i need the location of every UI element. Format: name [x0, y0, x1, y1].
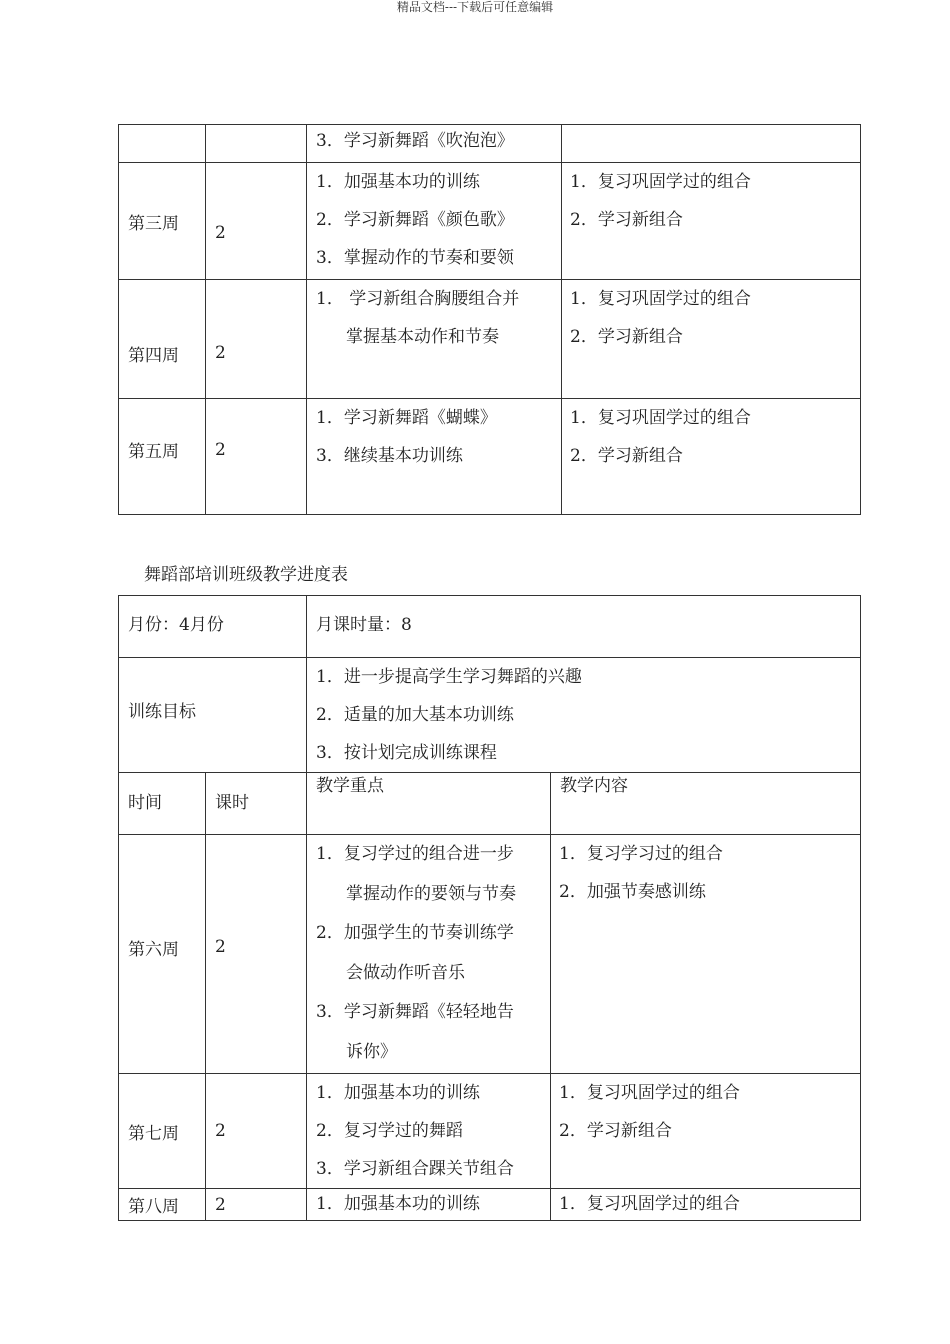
focus-line: 1．加强基本功的训练 — [316, 1083, 480, 1103]
focus-line: 1．学习新舞蹈《蝴蝶》 — [316, 408, 497, 428]
schedule-table-2 — [118, 595, 861, 1221]
focus-cell — [307, 280, 562, 399]
content-cell — [562, 280, 861, 399]
hours-cell: 2 — [206, 1074, 307, 1189]
content-cell — [562, 125, 861, 163]
week-cell: 第六周 — [119, 835, 206, 1074]
content-line: 1．复习学习过的组合 — [559, 844, 723, 864]
focus-cell — [307, 1074, 551, 1189]
focus-line: 2．加强学生的节奏训练学 — [316, 923, 514, 943]
page-header: 精品文档---下载后可任意编辑 — [396, 0, 554, 14]
focus-cell — [307, 125, 562, 163]
focus-line: 1．加强基本功的训练 — [316, 172, 480, 192]
hours-cell: 2 — [206, 399, 307, 515]
focus-line: 掌握动作的要领与节奏 — [346, 883, 517, 904]
table-row — [119, 1074, 861, 1189]
focus-line: 3．继续基本功训练 — [316, 446, 463, 466]
focus-line: 3．掌握动作的节奏和要领 — [316, 248, 514, 268]
focus-line: 1．加强基本功的训练 — [316, 1194, 480, 1214]
header-time: 时间 — [119, 773, 206, 835]
content-line: 2．学习新组合 — [570, 446, 683, 466]
focus-line: 2．复习学过的舞蹈 — [316, 1121, 463, 1141]
header-hours: 课时 — [206, 773, 307, 835]
content-line: 1．复习巩固学过的组合 — [559, 1194, 740, 1214]
week-cell: 第五周 — [119, 399, 206, 515]
hours-cell: 2 — [206, 163, 307, 280]
content-line: 2．学习新组合 — [570, 327, 683, 347]
hours-cell: 2 — [206, 280, 307, 399]
content-line: 1．复习巩固学过的组合 — [559, 1083, 740, 1103]
content-cell — [562, 163, 861, 280]
goal-line: 1．进一步提高学生学习舞蹈的兴趣 — [316, 667, 582, 687]
week-cell — [119, 125, 206, 163]
hours-cell — [206, 125, 307, 163]
focus-cell — [307, 163, 562, 280]
content-cell — [562, 399, 861, 515]
week-cell: 第七周 — [119, 1074, 206, 1189]
table-row — [119, 280, 861, 399]
table-row — [119, 596, 861, 658]
header-content: 教学内容 — [551, 773, 861, 835]
content-cell — [551, 1074, 861, 1189]
focus-line: 3．学习新组合踝关节组合 — [316, 1159, 514, 1179]
goal-label-cell: 训练目标 — [119, 658, 307, 773]
focus-line: 1． 学习新组合胸腰组合并 — [316, 289, 520, 309]
hours-cell: 2 — [206, 1189, 307, 1221]
focus-line: 3．学习新舞蹈《吹泡泡》 — [316, 131, 514, 151]
header-focus: 教学重点 — [307, 773, 551, 835]
table-row — [119, 658, 861, 773]
focus-line: 掌握基本动作和节奏 — [346, 327, 499, 347]
content-cell — [551, 835, 861, 1074]
focus-line: 3．学习新舞蹈《轻轻地告 — [316, 1002, 514, 1022]
week-cell: 第四周 — [119, 280, 206, 399]
table-caption: 舞蹈部培训班级教学进度表 — [144, 565, 348, 585]
table-row — [119, 835, 861, 1074]
table-row — [119, 1189, 861, 1221]
content-line: 2．学习新组合 — [570, 210, 683, 230]
table-row — [119, 163, 861, 280]
content-line: 1．复习巩固学过的组合 — [570, 289, 751, 309]
table-row — [119, 399, 861, 515]
goals-cell — [307, 658, 861, 773]
focus-line: 会做动作听音乐 — [346, 962, 466, 983]
monthly-hours-cell: 月课时量：8 — [307, 596, 861, 658]
goal-line: 3．按计划完成训练课程 — [316, 743, 497, 763]
schedule-table-1 — [118, 124, 861, 515]
hours-cell: 2 — [206, 835, 307, 1074]
content-line: 1．复习巩固学过的组合 — [570, 408, 751, 428]
content-line: 2．学习新组合 — [559, 1121, 672, 1141]
content-line: 1．复习巩固学过的组合 — [570, 172, 751, 192]
goal-line: 2．适量的加大基本功训练 — [316, 705, 514, 725]
table-header-row — [119, 773, 861, 835]
month-cell: 月份：4月份 — [119, 596, 307, 658]
focus-cell — [307, 835, 551, 1074]
week-cell: 第八周 — [119, 1189, 206, 1221]
content-line: 2．加强节奏感训练 — [559, 882, 706, 902]
focus-cell — [307, 399, 562, 515]
table-row — [119, 125, 861, 163]
focus-line: 诉你》 — [346, 1041, 398, 1062]
content-cell — [551, 1189, 861, 1221]
focus-line: 2．学习新舞蹈《颜色歌》 — [316, 210, 514, 230]
week-cell: 第三周 — [119, 163, 206, 280]
focus-cell — [307, 1189, 551, 1221]
focus-line: 1．复习学过的组合进一步 — [316, 844, 514, 864]
